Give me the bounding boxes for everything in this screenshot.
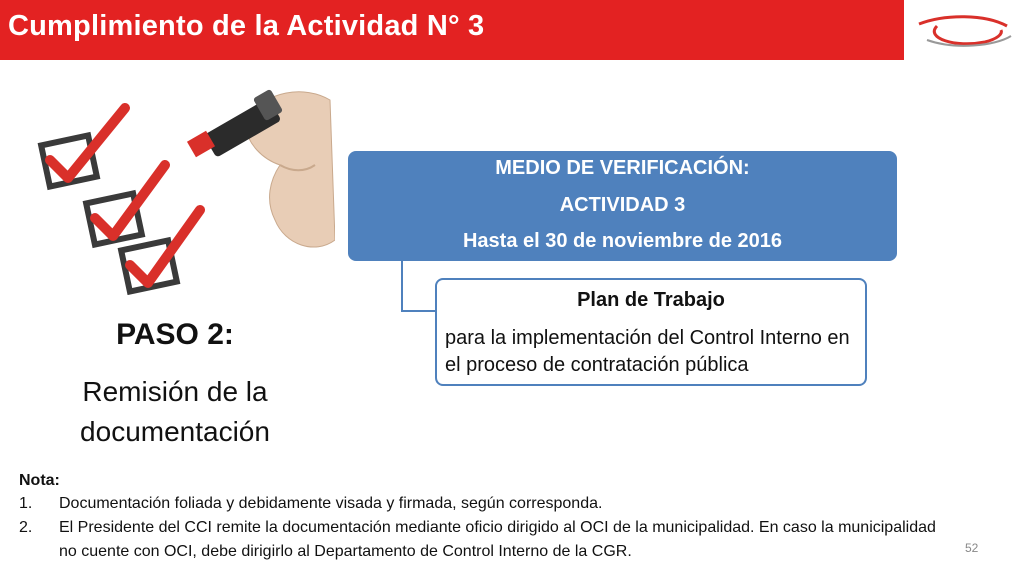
note-number: 1. bbox=[19, 495, 33, 512]
title-bar bbox=[0, 0, 904, 60]
notes-section bbox=[19, 470, 939, 564]
connector-line bbox=[398, 261, 438, 317]
step-title: PASO 2: bbox=[116, 318, 234, 351]
page-number: 52 bbox=[965, 541, 979, 555]
verification-box bbox=[348, 151, 897, 261]
verification-activity: ACTIVIDAD 3 bbox=[559, 194, 686, 216]
logo-swoosh-icon bbox=[915, 8, 1015, 52]
plan-description: para la implementación del Control Interno en el proceso de contratación pública bbox=[445, 327, 850, 376]
step-subtitle: Remisión de la documentación bbox=[80, 376, 270, 447]
plan-title: Plan de Trabajo bbox=[577, 289, 725, 311]
page-title: Cumplimiento de la Actividad N° 3 bbox=[8, 10, 485, 42]
note-number: 2. bbox=[19, 519, 33, 536]
notes-label: Nota: bbox=[19, 472, 60, 489]
plan-box bbox=[435, 278, 867, 386]
checklist-marker-illustration bbox=[30, 80, 335, 295]
note-item bbox=[19, 492, 939, 516]
note-item bbox=[19, 516, 939, 564]
notes-list bbox=[19, 492, 939, 564]
note-text: Documentación foliada y debidamente visada y firmada, según corresponda. bbox=[59, 495, 603, 512]
verification-heading: MEDIO DE VERIFICACIÓN: bbox=[495, 157, 750, 179]
verification-deadline: Hasta el 30 de noviembre de 2016 bbox=[462, 230, 783, 252]
note-text: El Presidente del CCI remite la documentación mediante oficio dirigido al OCI de la municipalidad. En caso la municipalidad no cuente con OCI, debe dirigirlo al Departamento de Control Interno de la CGR. bbox=[59, 519, 936, 560]
